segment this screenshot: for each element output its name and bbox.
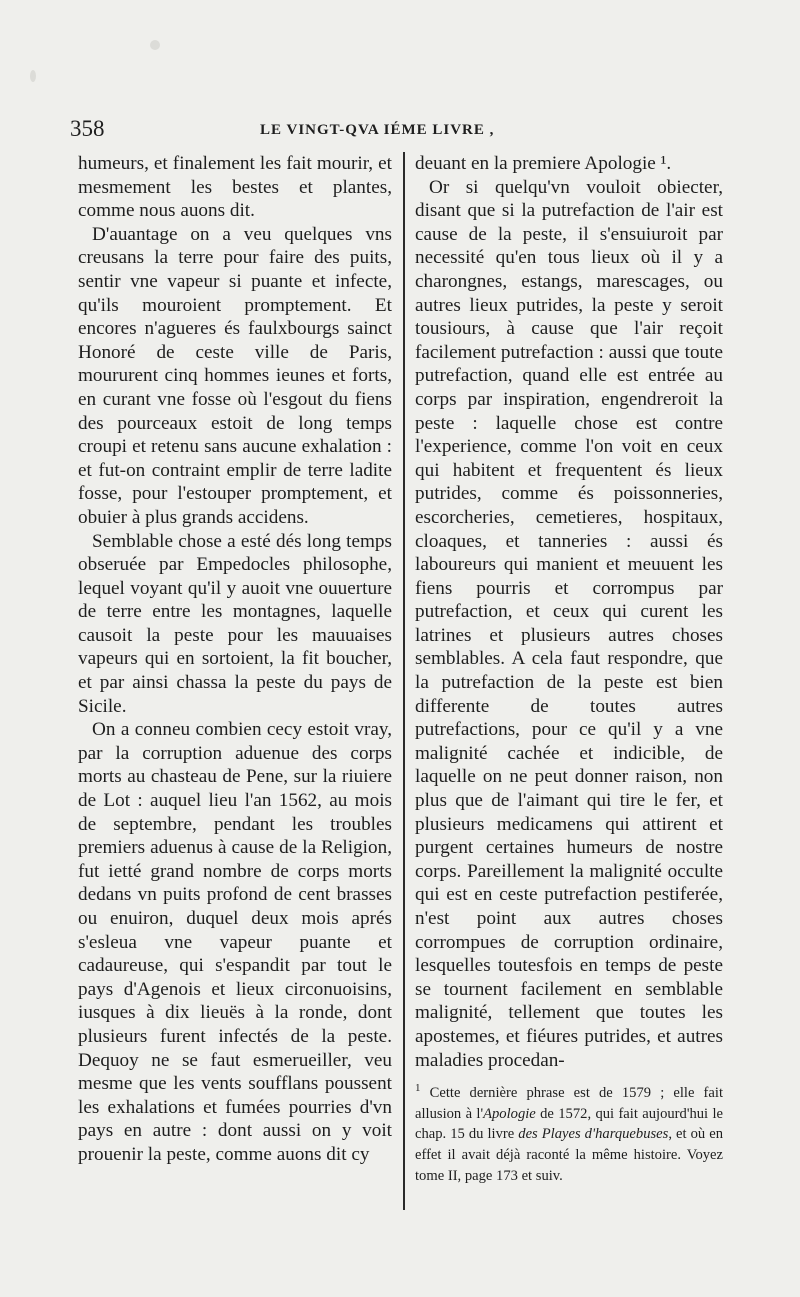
footnote [415, 1078, 723, 1187]
paragraph: deuant en la premiere Apologie ¹. [415, 153, 672, 174]
paragraph: Or si quelqu'vn vouloit obiecter, disant que si la putrefaction de l'air est cause de la peste, il s'ensuiuroit par necessité qu'en tous lieux où il y a charongnes, estangs, marescages, ou autres lieux putrides, la peste y seroit tousiours, à cause que l'air reçoit facilement putrefaction : aussi que toute putrefaction, quand elle est entrée au corps par inspiration, engendreroit la peste : laquelle chose est contre l'experience, comme l'on voit en ceux qui habitent et frequentent és lieux putrides, comme és poissonneries, escorcheries, cemetieres, hospitaux, cloaques, et tanneries : aussi és laboureurs qui manient et meuuent les fiens pourris et corrompus par putrefaction, et ceux qui curent les latrines et plusieurs autres choses semblables. A cela faut respondre, que la putrefaction de la peste est bien differente de toutes autres putrefactions, pour ce qu'il y a vne malignité cachée et indicible, de laquelle on ne peut donner raison, non plus que de l'aimant qui tire le fer, et plusieurs medicamens qui attirent et purgent certaines humeurs de nostre corps. Pareillement la malignité occulte qui est en ceste putrefaction pestiferée, n'est point aux autres choses corrompues de corruption ordinaire, lesquelles toutesfois en temps de peste se tournent facilement en semblable malignité, tellement que toutes les apostemes, et fiéures putrides, et autres maladies procedan- [415, 176, 723, 1071]
paragraph: Semblable chose a esté dés long temps obseruée par Empedocles philosophe, lequel voyant qu'il y auoit vne ouuerture de terre entre les montagnes, laquelle causoit la peste pour les mauuaises vapeurs qui en sortoient, la fit boucher, et par ainsi chassa la peste du pays de Sicile. [78, 530, 392, 717]
paragraph: humeurs, et finalement les fait mourir, et mesmement les bestes et plantes, comme nous auons dit. [78, 153, 392, 222]
paper-spot [30, 70, 36, 82]
running-head: LE VINGT-QVA IÉME LIVRE , [260, 122, 495, 138]
footnote-text: , et où en effet il avait déjà raconté la même histoire. Voyez tome II, page 173 et suiv. [415, 1126, 723, 1185]
footnote-text: de 1572, qui fait aujourd'hui le chap. 15 du livre [415, 1105, 723, 1143]
page-header [70, 116, 770, 156]
page-number: 358 [70, 116, 105, 141]
paragraph: On a conneu combien cecy estoit vray, par la corruption aduenue des corps morts au chasteau de Pene, sur la riuiere de Lot : auquel lieu l'an 1562, au mois de septembre, pendant les troubles premiers aduenus à cause de la Religion, fut ietté grand nombre de corps morts dedans vn puits profond de cent brasses ou enuiron, duquel deux mois aprés s'esleua vne vapeur puante et cadaureuse, qui s'espandit par tout le pays d'Agenois et lieux circonuoisins, iusques à dix lieuës à la ronde, dont plusieurs furent infectés de la peste. Dequoy ne se faut esmerueiller, veu mesme que les vents soufflans poussent les exhalations et fumées pourries d'vn pays en autre : dont aussi on y voit prouenir la peste, comme auons dit cy [78, 719, 392, 1165]
footnote-marker: 1 [415, 1082, 421, 1094]
footnote-italic: Apologie [483, 1105, 536, 1122]
paper-spot [150, 40, 160, 50]
footnote-text: Cette dernière phrase est de 1579 ; elle fait allusion à l' [415, 1084, 723, 1122]
footnote-italic: des Playes d'harquebuses [518, 1126, 669, 1143]
column-divider [403, 152, 405, 1210]
paragraph: D'auantage on a veu quelques vns creusans la terre pour faire des puits, sentir vne vapeur si puante et infecte, qu'ils mouroient promptement. Et encores n'agueres és faulxbourgs sainct Honoré de ceste ville de Paris, moururent cinq hommes ieunes et forts, en curant vne fosse où l'esgout du fiens des pourceaux estoit de long temps croupi et retenu sans aucune exhalation : et fut-on contraint emplir de terre ladite fosse, pour l'estouper promptement, et obuier à plus grands accidens. [78, 223, 392, 528]
left-column [78, 152, 392, 1167]
right-column [415, 152, 723, 1072]
